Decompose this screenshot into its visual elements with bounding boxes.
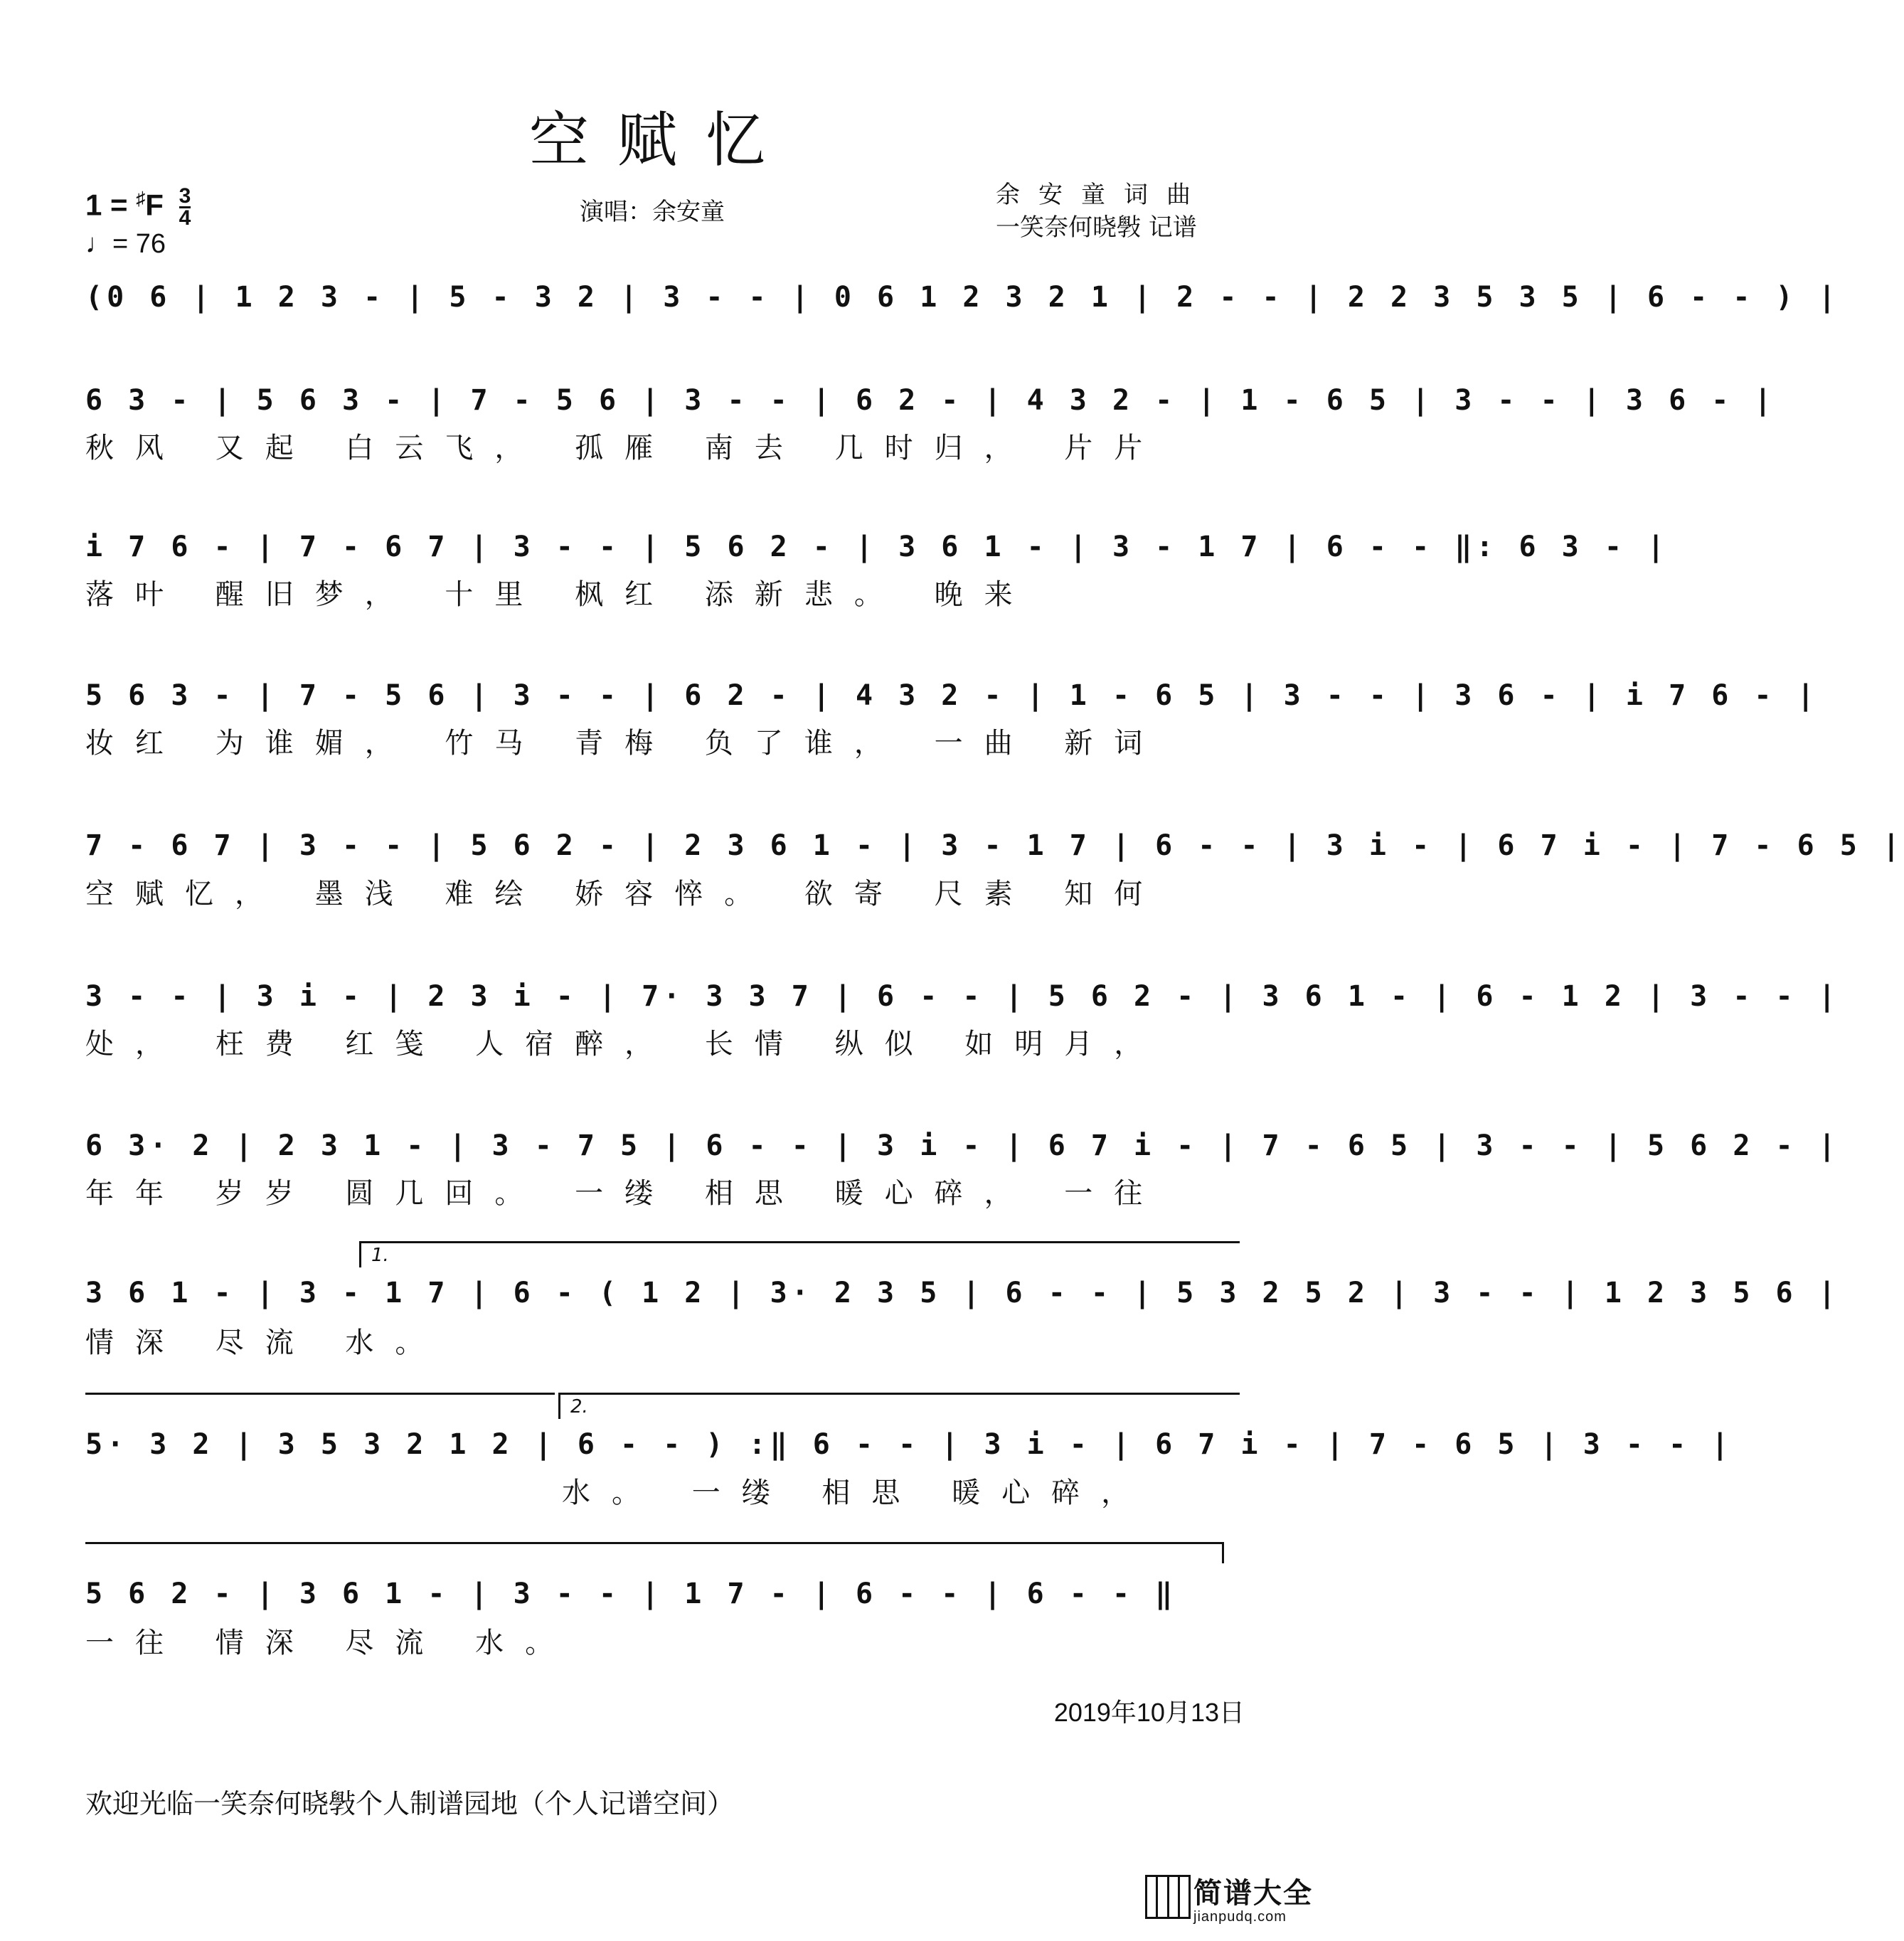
score-row-notes: 3 - - | 3 i - | 2 3 i - | 7· 3 3 7 | 6 - - | 5 6 2 - | 3 6 1 - | 6 - 1 2 | 3 - - | (85, 980, 1840, 1013)
tempo-marking: ♩= 76 (85, 229, 166, 259)
logo-url: jianpudq.com (1193, 1909, 1287, 1925)
score-row-notes: 6 3· 2 | 2 3 1 - | 3 - 7 5 | 6 - - | 3 i - | 6 7 i - | 7 - 6 5 | 3 - - | 5 6 2 - | (85, 1129, 1840, 1162)
score-row-lyrics: 落叶 醒旧梦， 十里 枫红 添新悲。 晚来 (85, 578, 1034, 611)
score-row-lyrics: 妆红 为谁媚， 竹马 青梅 负了谁， 一曲 新词 (85, 727, 1164, 760)
first-ending-continuation-line (85, 1393, 555, 1395)
score-row-notes: 5 6 2 - | 3 6 1 - | 3 - - | 1 7 - | 6 - - | 6 - - ‖ (85, 1578, 1177, 1610)
key-note: F (145, 188, 164, 222)
score-row-lyrics: 年年 岁岁 圆几回。 一缕 相思 暖心碎， 一往 (85, 1177, 1164, 1210)
key-prefix: 1 = (85, 188, 137, 222)
date-stamp: 2019年10月13日 (1053, 1698, 1245, 1727)
score-row-notes: i 7 6 - | 7 - 6 7 | 3 - - | 5 6 2 - | 3 6 1 - | 3 - 1 7 | 6 - - ‖: 6 3 - | (85, 531, 1669, 563)
score-row-notes: 6 3 - | 5 6 3 - | 7 - 5 6 | 3 - - | 6 2 - | 4 3 2 - | 1 - 6 5 | 3 - - | 3 6 - | (85, 384, 1776, 417)
score-row-notes: 3 6 1 - | 3 - 1 7 | 6 - ( 1 2 | 3· 2 3 5 | 6 - - | 5 3 2 5 2 | 3 - - | 1 2 3 5 6 | (85, 1277, 1840, 1309)
logo-name: 简谱大全 (1193, 1877, 1313, 1910)
welcome-text: 欢迎光临一笑奈何晓斅个人制谱园地（个人记谱空间） (85, 1788, 735, 1819)
score-row-lyrics: 情深 尽流 水。 (85, 1326, 445, 1359)
page-title: 空赋忆 (528, 105, 794, 175)
singer-credit: 演唱：余安童 (580, 198, 725, 226)
score-row-notes: 5· 3 2 | 3 5 3 2 1 2 | 6 - - ) :‖ 6 - - | 3 i - | 6 7 i - | 7 - 6 5 | 3 - - | (85, 1428, 1733, 1461)
second-ending-continuation-line (85, 1542, 1223, 1544)
score-row-lyrics: 水。 一缕 相思 暖心碎， (562, 1477, 1152, 1509)
key-signature (85, 186, 191, 228)
second-ending-end-hook (1222, 1542, 1224, 1563)
score-row-lyrics: 秋风 又起 白云飞， 孤雁 南去 几时归， 片片 (85, 432, 1164, 464)
time-signature-bottom: 4 (179, 206, 191, 230)
time-signature-top: 3 (179, 184, 191, 208)
site-logo (1145, 1871, 1313, 1935)
lyricist-composer-credit: 余安童词曲 (996, 181, 1209, 209)
second-ending-bracket (558, 1393, 1240, 1419)
second-ending-label: 2. (570, 1396, 588, 1418)
transcriber-credit: 一笑奈何晓斅 记谱 (996, 213, 1197, 242)
sharp-symbol: ♯ (136, 187, 146, 209)
score-row-lyrics: 空赋忆， 墨浅 难绘 娇容悴。 欲寄 尺素 知何 (85, 878, 1164, 910)
piano-keys-icon (1145, 1875, 1191, 1919)
time-signature (179, 186, 191, 228)
score-row-notes: 7 - 6 7 | 3 - - | 5 6 2 - | 2 3 6 1 - | 3 - 1 7 | 6 - - | 3 i - | 6 7 i - | 7 - 6 5 | (85, 829, 1904, 862)
score-row-lyrics: 处， 枉费 红笺 人宿醉， 长情 纵似 如明月， (85, 1028, 1164, 1060)
score-row-notes: (0 6 | 1 2 3 - | 5 - 3 2 | 3 - - | 0 6 1 2 3 2 1 | 2 - - | 2 2 3 5 3 5 | 6 - - ) | (85, 281, 1840, 314)
score-row-lyrics: 一往 情深 尽流 水。 (85, 1627, 575, 1659)
first-ending-label: 1. (371, 1245, 389, 1266)
first-ending-bracket (359, 1241, 1240, 1267)
score-row-notes: 5 6 3 - | 7 - 5 6 | 3 - - | 6 2 - | 4 3 2 - | 1 - 6 5 | 3 - - | 3 6 - | i 7 6 - | (85, 679, 1819, 712)
